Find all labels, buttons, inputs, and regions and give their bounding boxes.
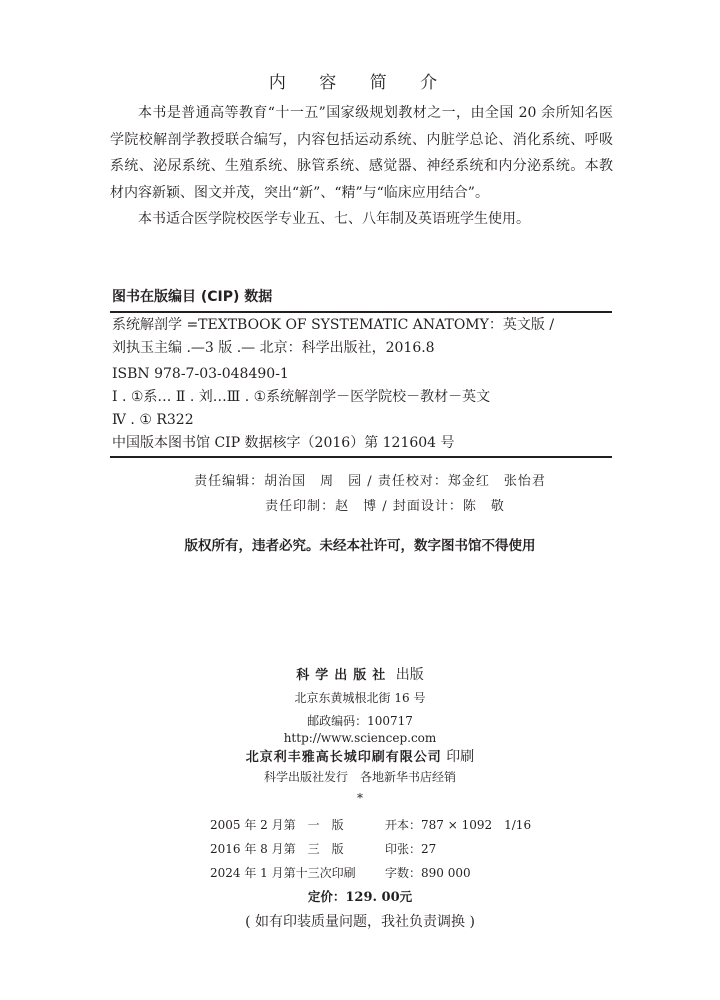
publisher-logo: 科学出版社 <box>296 668 392 683</box>
edition-date: 2005 年 2 月第 一 版 <box>210 818 344 832</box>
printer-logo: 北京利丰雅高长城印刷有限公司 <box>245 750 442 765</box>
separator-star: * <box>357 791 363 805</box>
cip-line: Ⅳ . ① R322 <box>112 412 194 428</box>
printer-line <box>0 746 720 766</box>
content-summary-body <box>110 100 613 233</box>
cip-isbn: ISBN 978-7-03-048490-1 <box>112 366 289 382</box>
publisher-suffix: 出版 <box>395 667 424 683</box>
price-label: 定价： <box>307 889 346 904</box>
edition-spec: 印张：27 <box>385 842 437 856</box>
price-line <box>0 887 720 905</box>
price-value: 129. 00 <box>345 890 400 905</box>
summary-paragraph: 本书适合医学院校医学专业五、七、八年制及英语班学生使用。 <box>138 211 530 227</box>
publisher-address: 北京东黄城根北街 16 号 <box>294 691 426 705</box>
content-summary-title: 内 容 简 介 <box>268 73 452 93</box>
edition-date: 2016 年 8 月第 三 版 <box>210 842 344 856</box>
price-unit: 元 <box>399 889 413 904</box>
printer-suffix: 印刷 <box>446 749 475 765</box>
summary-paragraph: 本书是普通高等教育“十一五”国家级规划教材之一，由全国 20 余所知名医学院校解剖学教授联合编写，内容包括运动系统、内脏学总论、消化系统、呼吸系统、泌尿系统、生殖系统、脉管系统、感觉器、神经系统和内分泌系统。本教材内容新颖、图文并茂，突出“新”、“精”与“临床应用结合”。 <box>110 105 613 201</box>
cip-heading: 图书在版编目 (CIP) 数据 <box>112 289 273 305</box>
edition-date: 2024 年 1 月第十三次印刷 <box>210 866 356 880</box>
edition-row <box>210 816 531 833</box>
edition-spec: 字数：890 000 <box>385 866 471 880</box>
edition-row <box>210 864 471 881</box>
cip-line: 中国版本图书馆 CIP 数据核字（2016）第 121604 号 <box>112 435 455 451</box>
cip-bottom-rule <box>110 456 612 458</box>
production-credits: 责任印制：赵 博 / 封面设计：陈 敬 <box>265 499 505 514</box>
quality-notice: ( 如有印装质量问题，我社负责调换 ) <box>245 914 475 930</box>
edition-row <box>210 840 436 857</box>
edition-spec: 开本：787 × 1092 1/16 <box>385 818 532 832</box>
postcode: 邮政编码：100717 <box>307 714 413 728</box>
cip-line: Ⅰ . ①系… Ⅱ . 刘…Ⅲ . ①系统解剖学－医学院校－教材－英文 <box>112 389 491 405</box>
distributor-line: 科学出版社发行 各地新华书店经销 <box>263 770 456 784</box>
publisher-line <box>0 664 720 684</box>
editor-credits: 责任编辑：胡治国 周 园 / 责任校对：郑金红 张怡君 <box>194 474 546 489</box>
cip-line: 系统解剖学 =TEXTBOOK OF SYSTEMATIC ANATOMY：英文版 / <box>112 317 555 333</box>
publisher-url: http://www.sciencep.com <box>283 731 437 745</box>
cip-line: 刘执玉主编 .—3 版 .— 北京：科学出版社，2016.8 <box>112 340 435 356</box>
cip-top-rule <box>110 311 612 313</box>
cip-data-block <box>112 314 612 455</box>
rights-notice: 版权所有，违者必究。未经本社许可，数字图书馆不得使用 <box>184 538 536 554</box>
